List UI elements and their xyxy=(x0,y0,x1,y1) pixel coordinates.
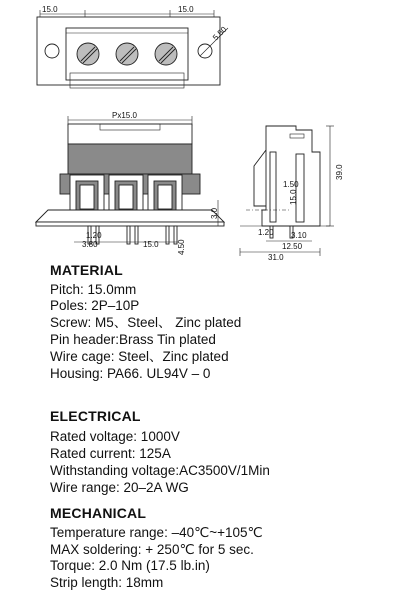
material-line: Poles: 2P–10P xyxy=(50,298,140,313)
front-view xyxy=(36,111,224,255)
electrical-heading: ELECTRICAL xyxy=(50,408,141,424)
material-line: Screw: M5、Steel、 Zinc plated xyxy=(50,315,242,330)
mechanical-line: Torque: 2.0 Nm (17.5 lb.in) xyxy=(50,558,210,573)
electrical-line: Rated voltage: 1000V xyxy=(50,429,180,444)
front-dim-pitch: Px15.0 xyxy=(112,111,137,120)
material-line: Pitch: 15.0mm xyxy=(50,282,137,297)
front-dim-d2: 3.80 xyxy=(82,240,98,249)
top-dim-right: 15.0 xyxy=(178,5,194,14)
top-dim-left: 15.0 xyxy=(42,5,58,14)
material-heading: MATERIAL xyxy=(50,262,123,278)
front-dim-d4: 4.50 xyxy=(177,239,186,255)
electrical-line: Withstanding voltage:AC3500V/1Min xyxy=(50,463,270,478)
side-dim-h1: 15.0 xyxy=(289,189,298,205)
technical-drawing xyxy=(0,0,409,262)
side-dim-w1: 1.50 xyxy=(283,180,299,189)
side-dim-b1: 1.20 xyxy=(258,228,274,237)
front-dim-d1: 1.20 xyxy=(86,231,102,240)
side-dim-total-w: 31.0 xyxy=(268,253,284,262)
mechanical-line: Strip length: 18mm xyxy=(50,575,164,590)
side-dim-total-h: 39.0 xyxy=(335,164,344,180)
mechanical-line: MAX soldering: + 250℃ for 5 sec. xyxy=(50,542,254,557)
electrical-line: Wire range: 20–2A WG xyxy=(50,480,189,495)
side-dim-b3: 12.50 xyxy=(282,242,303,251)
top-dim-diag: 5.50 xyxy=(211,24,229,43)
front-dim-height: 3.0 xyxy=(210,207,219,219)
material-line: Pin header:Brass Tin plated xyxy=(50,332,216,347)
mechanical-line: Temperature range: –40℃~+105℃ xyxy=(50,525,263,540)
mechanical-heading: MECHANICAL xyxy=(50,505,147,521)
front-dim-d3: 15.0 xyxy=(143,240,159,249)
electrical-line: Rated current: 125A xyxy=(50,446,171,461)
material-line: Wire cage: Steel、Zinc plated xyxy=(50,349,229,364)
top-view xyxy=(37,5,229,88)
material-line: Housing: PA66. UL94V – 0 xyxy=(50,366,211,381)
side-dim-b2: 3.10 xyxy=(291,231,307,240)
side-view xyxy=(240,126,344,262)
